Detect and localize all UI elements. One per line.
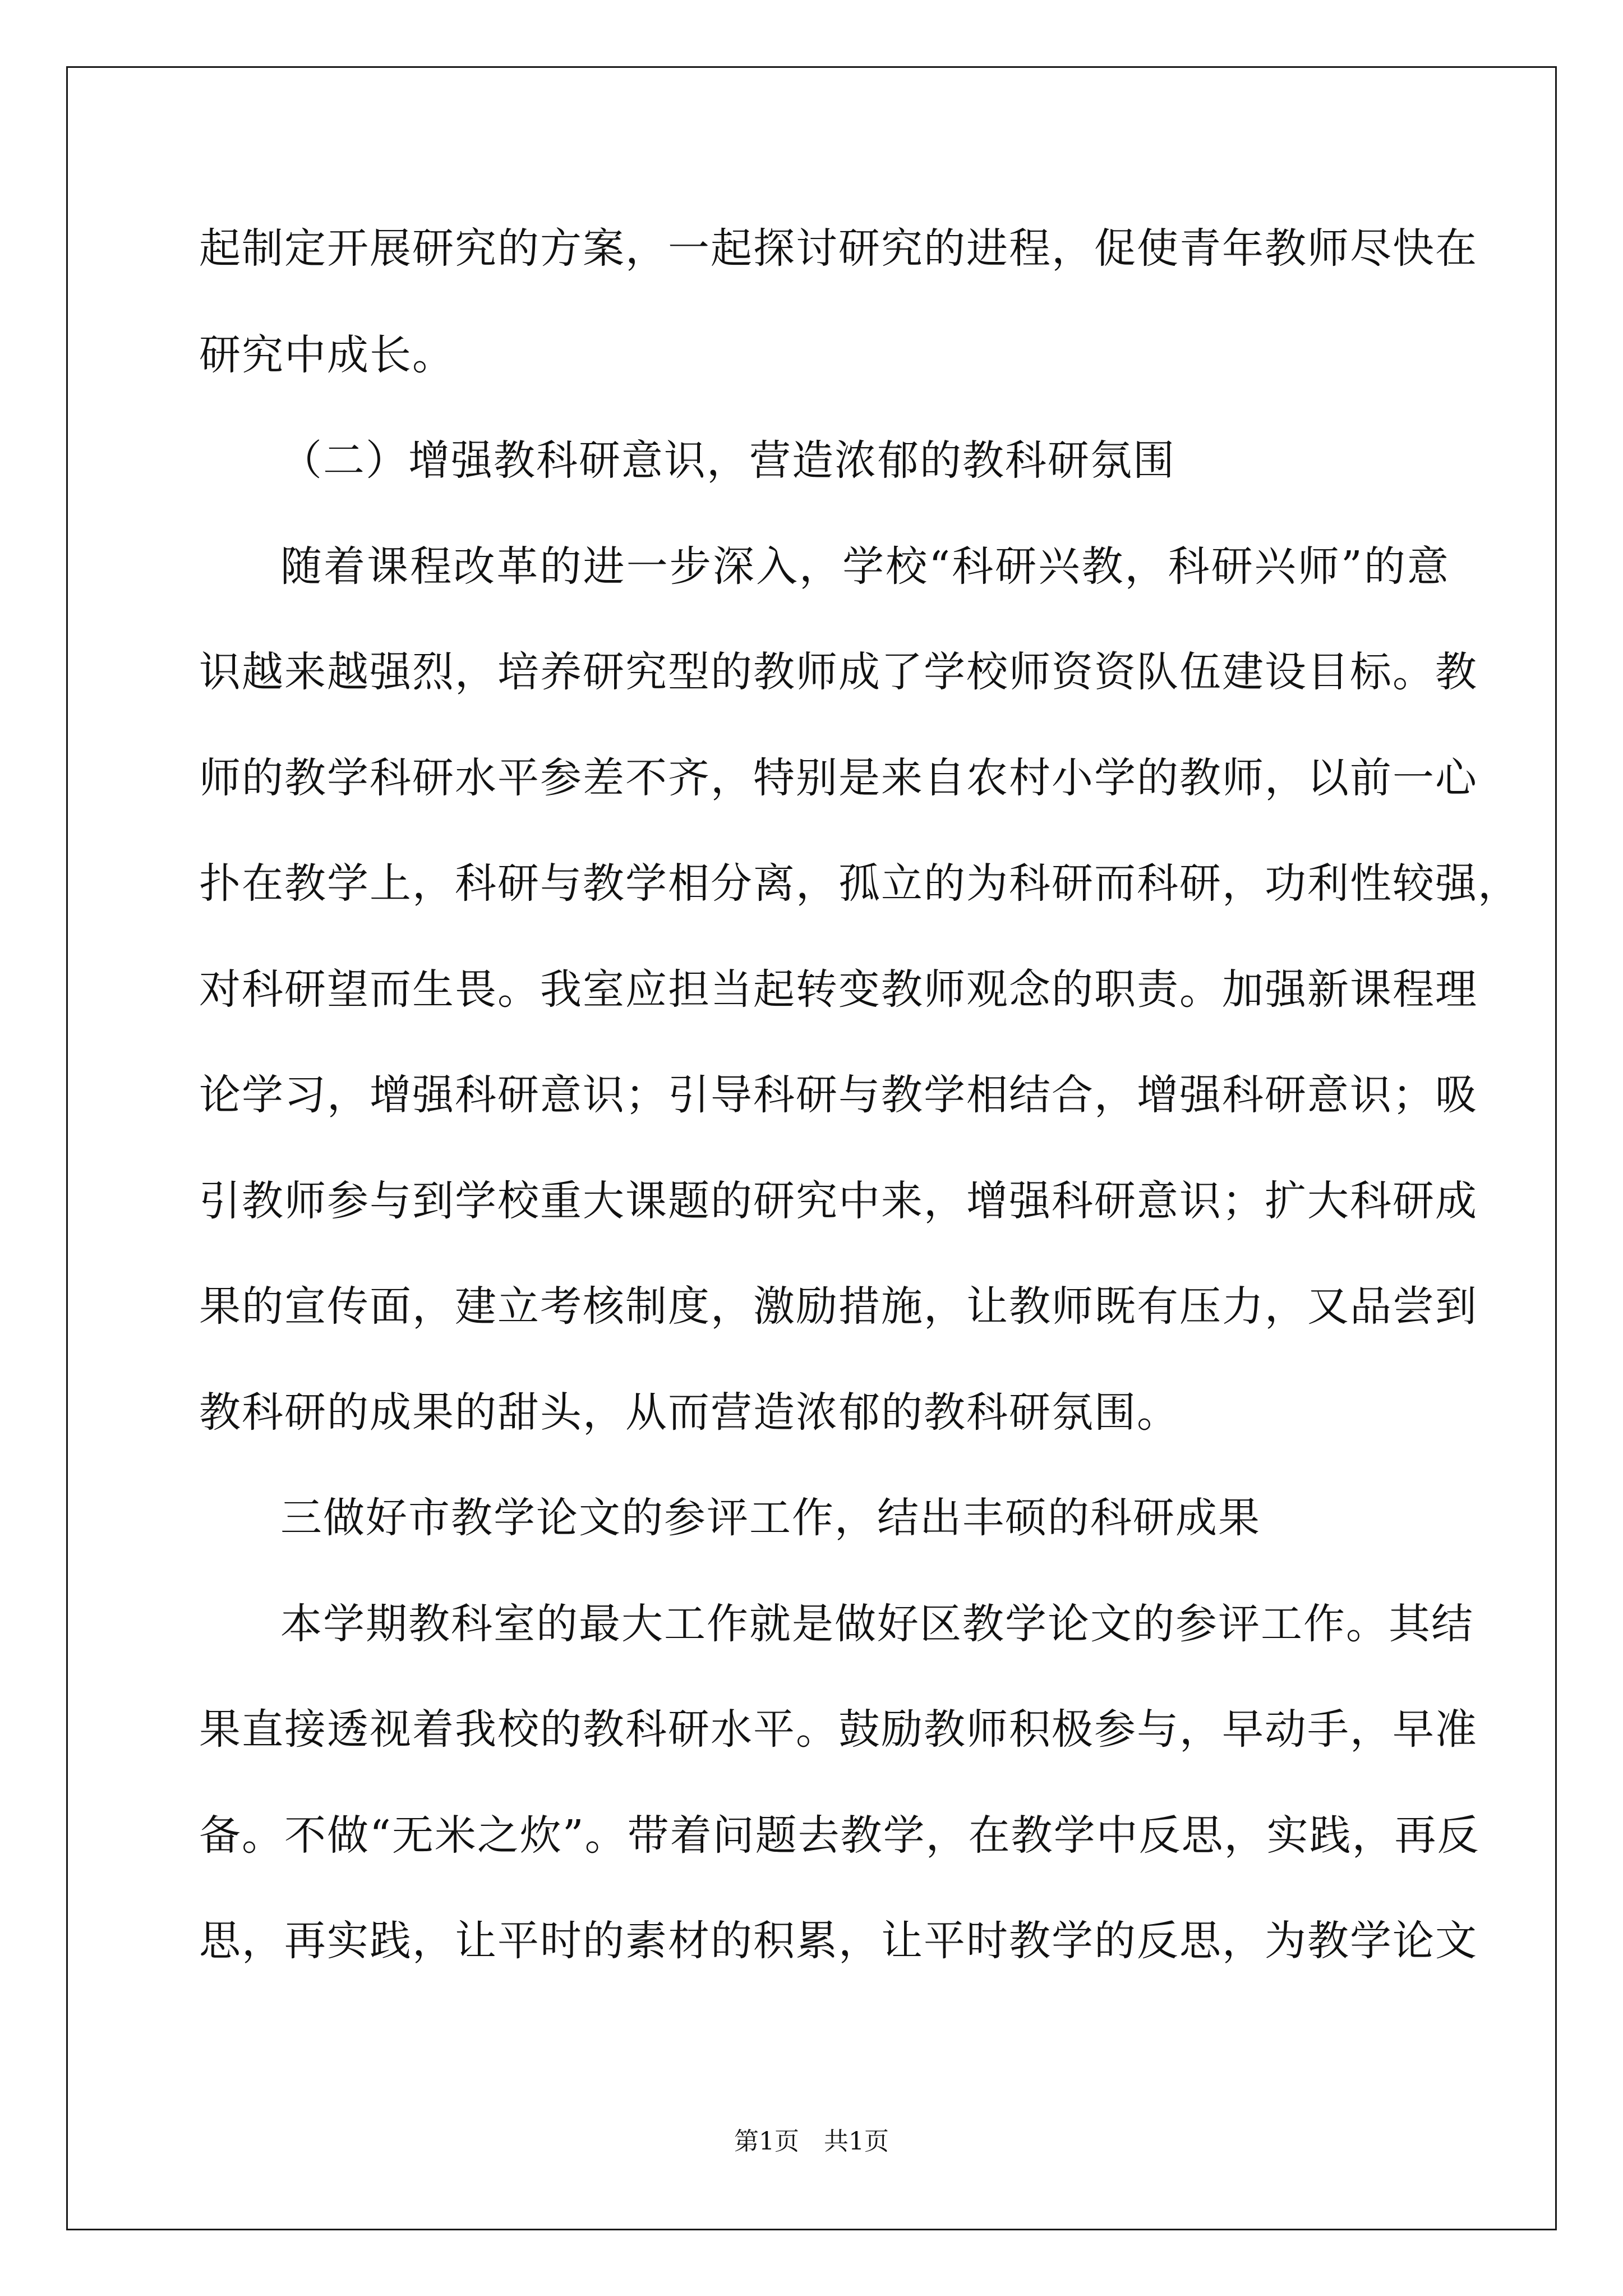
section-heading: 三做好市教学论文的参评工作，结出丰硕的科研成果	[280, 1494, 1261, 1542]
body-line: 教科研的成果的甜头，从而营造浓郁的教科研氛围。	[199, 1388, 1179, 1437]
body-line: 引教师参与到学校重大课题的研究中来，增强科研意识；扩大科研成	[199, 1177, 1478, 1225]
paragraph-start: 本学期教科室的最大工作就是做好区教学论文的参评工作。其结	[280, 1600, 1474, 1648]
section-heading: （二）增强教科研意识，营造浓郁的教科研氛围	[280, 436, 1175, 485]
body-line: 备。不做“无米之炊”。带着问题去教学，在教学中反思，实践，再反	[199, 1811, 1480, 1860]
page-border	[66, 66, 1557, 2230]
page-number-footer: 第1页 共1页	[734, 2127, 889, 2156]
body-line: 论学习，增强科研意识；引导科研与教学相结合，增强科研意识；吸	[199, 1071, 1478, 1119]
paragraph-start: 随着课程改革的进一步深入，学校“科研兴教，科研兴师”的意	[280, 542, 1450, 591]
body-line: 对科研望而生畏。我室应担当起转变教师观念的职责。加强新课程理	[199, 965, 1478, 1014]
body-line: 起制定开展研究的方案，一起探讨研究的进程，促使青年教师尽快在	[199, 224, 1478, 273]
body-line: 研究中成长。	[199, 331, 455, 379]
body-line: 思，再实践，让平时的素材的积累，让平时教学的反思，为教学论文	[199, 1917, 1478, 1965]
body-line: 扑在教学上，科研与教学相分离，孤立的为科研而科研，功利性较强，	[199, 859, 1520, 908]
body-line: 果的宣传面，建立考核制度，激励措施，让教师既有压力，又品尝到	[199, 1282, 1478, 1331]
body-line: 师的教学科研水平参差不齐，特别是来自农村小学的教师，以前一心	[199, 754, 1478, 802]
body-line: 果直接透视着我校的教科研水平。鼓励教师积极参与，早动手，早准	[199, 1705, 1478, 1754]
body-line: 识越来越强烈，培养研究型的教师成了学校师资资队伍建设目标。教	[199, 648, 1478, 696]
